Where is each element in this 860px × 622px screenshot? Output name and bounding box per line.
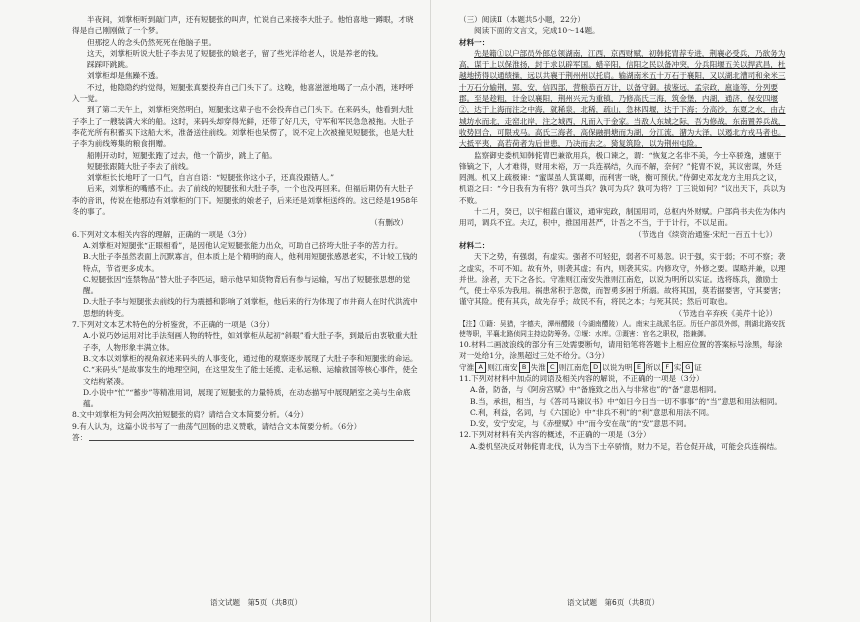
option-b[interactable]: B.大肚子李虽然表面上沉默寡言，但本质上是个精明的商人，他利用短腿张感恩老实，不计较工钱的特点，节省更多成本。	[83, 252, 418, 273]
passage-source: （有删改）	[370, 218, 408, 228]
option-d[interactable]: D.安，安宁安定，与《赤壁赋》中“而今安在哉”的“安”意思不同。	[470, 419, 692, 429]
passage-paragraph: 后来，刘掌柜的嘴感不止。去了前线的短腿张和大肚子李，一个也没再回来。但福后期仍有大肚子李的音讯，传说在他那边有刘掌柜的门下。短腿张的娘老子，后来还是刘掌柜送终的。这已经是1958年冬的事了。	[72, 184, 418, 217]
question-6	[72, 229, 420, 319]
break-box-f[interactable]: F	[662, 362, 673, 373]
exam-page-right	[430, 0, 860, 622]
material2-paragraph: 天下之势，有强弱，有虚实。强者不可轻犯，弱者不可易忽。识于强，实于弱；不可不察；袭之虚实，不可不知。故有外，则袭其虚；有内，则袭其实。内修攻守，外修之要。谋略并兼，以理并世。涂者，天下之各长。守准则江南安失淮则江南危，以说为明所以实证。选将练兵，激励士气，使士卒乐为我用。祸患常积于忽微，而智勇多困于所溺。故将其国，莫若据要害，守其要害；谨守其险。使有其兵，故先存乎；故民不有，将民之本；与死其民；然后可取也。	[459, 252, 786, 307]
option-b[interactable]: B.文本以刘掌柜的视角叙述来码头的人事变化，通过他的观察逐步展现了大肚子李和短腿张的命运。	[83, 353, 418, 363]
break-box-c[interactable]: C	[547, 362, 558, 373]
question-10-stem: 10.材料二画波浪线的部分有三处需要断句，请用铅笔将答题卡上相应位置的答案标号涂黑，每涂对一处给1分，涂黑超过三处不给分。（3分）	[459, 340, 783, 361]
break-box-d[interactable]: D	[590, 362, 601, 373]
passage-paragraph: 半夜间，刘掌柜听到敲门声，还有短腿张的叫声，忙说自己来接李大肚子。他怕喜地一蹲眼，才晓得是自己刚刚做了一个梦。	[72, 15, 414, 36]
option-d[interactable]: D.大肚子李与短腿张去前线的行为震撼和影响了刘掌柜，他后来的行为体现了市井商人在时代洪流中思想的转变。	[83, 297, 418, 318]
option-a[interactable]: A.刘掌柜对短腿张“正眼相看”，是因他认定短腿张能力出众，可助自己挤垮大肚子李的苦力行。	[83, 240, 403, 250]
segment-text: 实	[673, 362, 682, 372]
question-stem: 6.下列对文本相关内容的理解，正确的一项是（3分）	[72, 229, 252, 239]
reading-passage	[72, 14, 420, 229]
footnotes: 【注】①籍：吴猎，字德夫，潭州醴陵（今湖南醴陵）人。南宋主战派名臣。历任户部员外郎，荆湖北路安抚使等职，平襄北路侦同主持边防筹务。②堰：水库。③溉害：官名之职权，指兼御。	[459, 320, 786, 339]
segment-text: 守淮	[459, 362, 475, 372]
segment-text: 所以	[645, 362, 661, 372]
material1-paragraph-c: 十二月，癸已，以宇相蓝白谨议，通审宪政，制国用司，总枢内外财赋。户部尚书夫佐为体内用司，调兵不宜。夫辽，积中，推国用甚严，计吾之不当，于于计行，不以足而。	[459, 207, 786, 228]
passage-paragraph: 但那挖人的念头仍然死死在他脑子里。	[87, 37, 217, 47]
passage-paragraph: 踩踩吓跳跳。	[87, 60, 133, 70]
question-9: 9.有人认为，这篇小说书写了一曲荡气回肠的忠义赞歌，请结合文本简要分析。（6分）	[72, 421, 362, 431]
page-footer: 语文试题 第6页（共8页）	[567, 598, 660, 607]
option-b[interactable]: B.当，承担，相当，与《答司马谏议书》中“如日今日当一切不事事”的“当”意思和用法相同。	[470, 396, 783, 406]
material2-label: 材料二：	[459, 240, 490, 250]
option-d[interactable]: D.小说中“忙”“蓄步”等精准用词，展现了短腿张的力量特质，在动态描写中展现陋室之美与生命底蕴。	[83, 387, 411, 409]
question-7	[72, 319, 420, 409]
left-column	[72, 14, 420, 443]
passage-paragraph: 这天，刘掌柜听说大肚子李去见了短腿张的娘老子，留了些光洋给老人，说是养老的钱。	[87, 48, 384, 58]
question-10-segments	[459, 362, 789, 373]
option-c[interactable]: C.短腿张因“连禁物品”替大肚子李匹运，暗示他早知货物背后有参与运输，写出了短腿张思想的觉醒。	[83, 274, 411, 296]
answer-label: 答：	[72, 432, 88, 442]
option-a[interactable]: A.小说巧妙运用对比手法刻画人物的特性，如刘掌柜从起初“斜眼”看大肚子李，到最后由衷敬重大肚子李，人物形象丰满立体。	[83, 331, 418, 352]
right-column	[459, 14, 789, 452]
material2-source: （节选自辛弃疾《美芹十论》）	[674, 308, 777, 318]
question-12-stem: 12.下列对材料有关内容的概述，不正确的一项是（3分）	[459, 430, 651, 440]
passage-paragraph: 到了第二天午上，刘掌柜突然明白，短腿张这辈子也不会投奔自己门头下。在来码头，他看到大肚子李上了一艘装满大米的船。这时，来码头却穿得光鲜，还带了好几天，守军和军民急急被拖。大肚子李花光所有积蓄买下这船大米，准备送往前线。刘掌柜也呆愣了，说不定上次被撞见短腿张，也是大肚子李为前线筹集的粮食捐赠。	[72, 105, 414, 149]
section-instruction: 阅读下面的文言文，完成10～14题。	[474, 26, 600, 36]
answer-underline	[89, 432, 414, 441]
break-box-b[interactable]: B	[519, 362, 530, 373]
option-c[interactable]: C.“来码头”是故事发生的地理空间，在这里发生了能士延揽、走私运粮、运输救国等核心事件，使全文结构紧凑。	[83, 365, 418, 386]
material1-source: （节选自《续资治通鉴·宋纪一百五十七》）	[634, 229, 777, 239]
segment-text: 则江南安	[487, 362, 518, 372]
break-box-e[interactable]: E	[634, 362, 645, 373]
option-c[interactable]: C.利，利益，名词，与《六国论》中“非兵不利”的“利”意思和用法不同。	[470, 407, 714, 417]
material1-paragraph: 先是籍①以户部员外郎总领湖南，江西，京西财赋，初韩侂胄荐专进，荆襄必受兵，乃欲务为高，谋于上以保淮扬，封于求以辟军国。蜡辛阳，信阳之民以备冲突，分兵阳堰五关以捍武昌，杜越地捞得以通绩操，远以共襄于荆州州以托肩。输湖南米五十万石于襄阳，又以湖北漕司和籴米三十万石分输荆，郢，安，信四部，营粮恭百万计，以备守御。拔鉴远，孟宗政，扈逢等，分列要郡。至是趁粗，计金以襄阳，荆州兴元为重镇，乃修高氏三海，筑金堡，内湖，通济，保安四堰②，达于上海而注之中海，就稀泉，北稀，疏山，急林四堰，达于下海；分高沙，东夏之水，由古城坊水而北，走窑北岸，注之城西，凡而入于金家。当敌人东城之际，吾为修战，东南置养兵战，收势回合，可限戎马。高氏三海者，高保融捐塘而为湖，分江流，潴为大泽，以遏北方戎马者也。大抵平夷，高若荷者为后世患，乃决而去之。猗复筑险，以为荆州屯险。	[459, 48, 786, 149]
segment-text: 则江南危	[558, 362, 590, 372]
material1-label: 材料一：	[459, 37, 490, 47]
passage-paragraph: 短腿张跟随大肚子李去了前线。	[87, 161, 194, 171]
question-11-stem: 11.下列对材料中加点的词语及相关内容的解说，不正确的一项是（3分）	[459, 373, 704, 383]
answer-line[interactable]	[72, 432, 420, 443]
section-title: （三）阅读Ⅱ（本题共5小题，22分）	[459, 15, 585, 24]
passage-paragraph: 刘掌柜却是焦躁不透。	[87, 71, 163, 81]
passage-paragraph: 刘掌柜长长地吁了一口气，自言自语：“短腿张你这小子，还真没跟错人。”	[87, 173, 334, 183]
break-box-g[interactable]: G	[682, 362, 693, 373]
option-a[interactable]: A.娄机坚决反对韩侂胄北伐，认为当下士卒骄惰，财力不足，若仓促开战，可能会兵连祸结。	[470, 441, 782, 451]
option-a[interactable]: A.备，防备，与《阿房宫赋》中“备施致之出入与非常也”的“备”意思相同。	[470, 385, 722, 395]
question-stem: 7.下列对文本艺术特色的分析鉴赏，不正确的一项是（3分）	[72, 320, 274, 330]
passage-paragraph: 船刚开动时，短腿张跑了过去，他一个箭步，跳上了船。	[87, 150, 277, 160]
passage-paragraph: 不过，他隐隐约约觉得，短腿张真要投奔自己门头下了。这晚，他喜滋滋地喝了一点小酒，迷呼呼入一觉。	[72, 82, 414, 104]
break-box-a[interactable]: A	[475, 362, 486, 373]
segment-text: 以说为明	[602, 362, 633, 372]
material1-paragraph-b: 监察御史娄机知韩侂胄巴兼欲用兵，极口谏之，谓：“恢复之名非不美，今士卒骄逸，遽驱于锋镝之下，人才难得，财用未裕，万一兵连祸结，久而不解，奈何？”侂胄不说，其议密谋，外廷罔测。机又上疏极谏：“蜜谋虽人箕谋卿，而利害一晓，衡可预伏。”侍御史邓友龙方主用兵之议，机语之曰：“今日我有为有将？孰可当兵？孰可为兵？孰可为将？丁三说如何？”议出天下，兵以为不败。	[459, 150, 786, 205]
segment-text: 证	[694, 362, 702, 372]
question-8: 8.文中刘掌柜为何会两次拍短腿张的肩？请结合文本简要分析。（4分）	[72, 410, 309, 420]
segment-text: 失淮	[530, 362, 546, 372]
page-footer: 语文试题 第5页（共8页）	[210, 598, 303, 607]
